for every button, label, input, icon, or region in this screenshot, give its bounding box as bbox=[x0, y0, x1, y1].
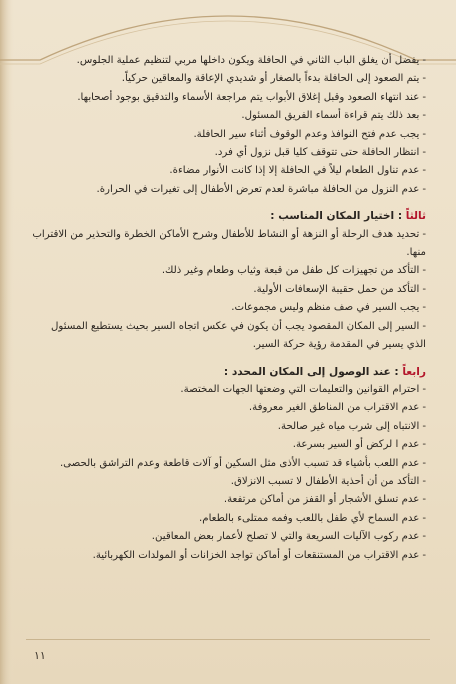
section-3-list bbox=[30, 226, 426, 355]
list-item: -التأكد من تجهيزات كل طفل من قبعة وثياب وطعام وغير ذلك. bbox=[161, 265, 426, 277]
section-4-heading: رابعاً : عند الوصول إلى المكان المحدد : bbox=[223, 365, 426, 378]
list-item: -يتم الصعود إلى الحافلة بدءاً بالصغار أو شديدي الإعاقة والمعاقين حركياً. bbox=[121, 73, 426, 85]
list-item: -عدم السماح لأي طفل باللعب وفمه ممتلىء بالطعام. bbox=[199, 512, 426, 524]
list-item: -احترام القوانين والتعليمات التي وضعتها الجهات المختصة. bbox=[180, 383, 426, 395]
list-item: -يجب عدم فتح النوافذ وعدم الوقوف أثناء سير الحافلة. bbox=[193, 128, 426, 140]
section-3-title: اختيار المكان المناسب : bbox=[270, 210, 395, 223]
list-item: -عدم ا لركض أو السير بسرعة. bbox=[292, 439, 426, 451]
list-item: -السير إلى المكان المقصود يجب أن يكون في عكس اتجاه السير بحيث يستطيع المسئول الذي يسير في المقدمة رؤية حركة السير. bbox=[51, 320, 426, 351]
section-4-number: رابعاً bbox=[402, 365, 426, 378]
list-item: -عدم الاقتراب من المناطق الغير معروفة. bbox=[248, 402, 426, 414]
footer-divider bbox=[26, 639, 430, 640]
section-4-list bbox=[30, 381, 426, 565]
list-item: -انتظار الحافلة حتى تتوقف كليا قبل نزول أي فرد. bbox=[214, 147, 426, 159]
list-item: -عدم الاقتراب من المستنقعات أو أماكن تواجد الخزانات أو المولدات الكهربائية. bbox=[92, 549, 426, 561]
list-item: -التأكد من أن أحذية الأطفال لا تسبب الانزلاق. bbox=[230, 475, 426, 487]
list-item: -عدم ركوب الآليات السريعة والتي لا تصلح لأعمار بعض المعاقين. bbox=[151, 531, 426, 543]
section-3-number: ثالثاً bbox=[405, 210, 426, 223]
list-item: -عدم النزول من الحافلة مباشرة لعدم تعرض الأطفال إلى تغيرات في الحرارة. bbox=[96, 183, 426, 195]
document-body bbox=[30, 52, 426, 565]
list-item: -تحديد هدف الرحلة أو النزهة أو النشاط للأطفال وشرح الأماكن الخطرة والتحذير من الاقتراب منها. bbox=[32, 228, 426, 259]
section-4-title: عند الوصول إلى المكان المحدد : bbox=[223, 365, 391, 378]
list-item: -بعد ذلك يتم قراءة أسماء الفريق المسئول. bbox=[241, 110, 426, 122]
list-item: -عدم تناول الطعام ليلاً في الحافلة إلا إذا كانت الأنوار مضاءة. bbox=[169, 165, 426, 177]
list-item: -الانتباه إلى شرب مياه غير صالحة. bbox=[277, 420, 426, 432]
list-item: -التأكد من حمل حقيبة الإسعافات الأولية. bbox=[253, 283, 426, 295]
list-item: -عدم تسلق الأشجار أو القفز من أماكن مرتفعة. bbox=[223, 494, 426, 506]
list-item: -عدم اللعب بأشياء قد تسبب الأذى مثل السكين أو آلات قاطعة وعدم التراشق بالحصى. bbox=[59, 457, 426, 469]
list-item: -يجب السير في صف منظم وليس مجموعات. bbox=[231, 302, 426, 314]
section-3-heading: ثالثاً : اختيار المكان المناسب : bbox=[270, 210, 426, 223]
section-2-list bbox=[30, 52, 426, 199]
page-number: ١١ bbox=[34, 649, 46, 662]
list-item: -عند انتهاء الصعود وقبل إغلاق الأبواب يتم مراجعة الأسماء والتدقيق بوجود أصحابها. bbox=[77, 91, 426, 103]
list-item: -يفضل أن يغلق الباب الثاني في الحافلة ويكون داخلها مربي لتنظيم عملية الجلوس. bbox=[76, 55, 426, 66]
